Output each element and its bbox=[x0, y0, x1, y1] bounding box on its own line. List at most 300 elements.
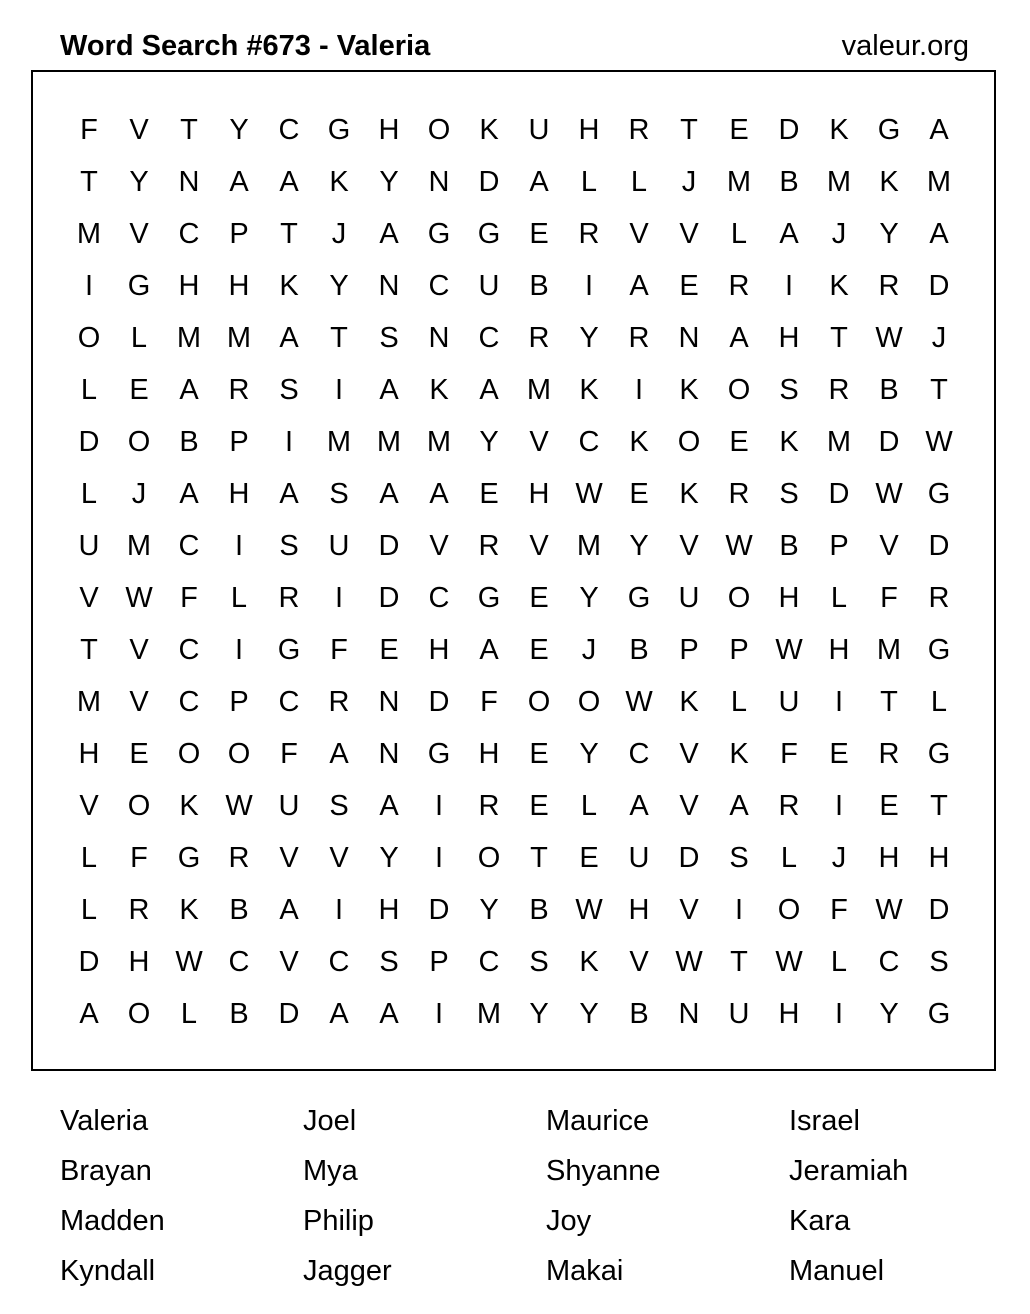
grid-letter: I bbox=[784, 270, 794, 302]
grid-letter: A bbox=[179, 478, 199, 510]
grid-letter: D bbox=[878, 426, 900, 458]
grid-letter: V bbox=[129, 114, 149, 146]
grid-letter: V bbox=[629, 218, 649, 250]
grid-letter: V bbox=[79, 790, 99, 822]
grid-letter: V bbox=[129, 634, 149, 666]
grid-letter: C bbox=[428, 270, 450, 302]
grid-letter: P bbox=[829, 530, 849, 562]
grid-letter: I bbox=[834, 790, 844, 822]
grid-letter: L bbox=[580, 166, 598, 198]
grid-letter: S bbox=[379, 322, 399, 354]
grid-letter: T bbox=[530, 842, 548, 874]
grid-letter: S bbox=[279, 374, 299, 406]
grid-letter: U bbox=[678, 582, 700, 614]
word-list-item: Madden bbox=[60, 1205, 165, 1237]
grid-letter: H bbox=[778, 322, 800, 354]
grid-letter: E bbox=[529, 218, 549, 250]
grid-letter: O bbox=[177, 738, 201, 770]
grid-letter: T bbox=[730, 946, 748, 978]
grid-letter: H bbox=[828, 634, 850, 666]
grid-letter: W bbox=[875, 894, 903, 926]
grid-letter: F bbox=[180, 582, 198, 614]
grid-letter: L bbox=[180, 998, 198, 1030]
grid-letter: M bbox=[726, 166, 752, 198]
grid-letter: A bbox=[279, 322, 299, 354]
grid-letter: R bbox=[478, 790, 500, 822]
grid-letter: L bbox=[80, 374, 98, 406]
grid-letter: F bbox=[130, 842, 148, 874]
grid-letter: E bbox=[129, 738, 149, 770]
grid-letter: W bbox=[625, 686, 653, 718]
grid-letter: T bbox=[80, 634, 98, 666]
grid-letter: B bbox=[179, 426, 199, 458]
grid-letter: A bbox=[379, 218, 399, 250]
grid-letter: R bbox=[728, 270, 750, 302]
grid-letter: P bbox=[679, 634, 699, 666]
grid-letter: J bbox=[931, 322, 947, 354]
word-list-item: Jagger bbox=[303, 1255, 392, 1287]
grid-letter: I bbox=[434, 998, 444, 1030]
grid-letter: R bbox=[228, 842, 250, 874]
grid-letter: U bbox=[628, 842, 650, 874]
grid-letter: R bbox=[728, 478, 750, 510]
grid-letter: K bbox=[679, 374, 699, 406]
grid-letter: U bbox=[528, 114, 550, 146]
grid-letter: E bbox=[729, 114, 749, 146]
grid-letter: H bbox=[778, 582, 800, 614]
grid-letter: J bbox=[331, 218, 347, 250]
grid-letter: H bbox=[478, 738, 500, 770]
grid-letter: R bbox=[928, 582, 950, 614]
grid-letter: G bbox=[177, 842, 201, 874]
grid-letter: J bbox=[831, 218, 847, 250]
grid-letter: K bbox=[829, 114, 849, 146]
grid-letter: V bbox=[529, 426, 549, 458]
grid-letter: G bbox=[327, 114, 351, 146]
grid-letter: H bbox=[178, 270, 200, 302]
grid-letter: L bbox=[130, 322, 148, 354]
grid-letter: R bbox=[778, 790, 800, 822]
grid-letter: L bbox=[230, 582, 248, 614]
grid-letter: N bbox=[428, 322, 450, 354]
grid-letter: B bbox=[779, 166, 799, 198]
grid-letter: O bbox=[727, 582, 751, 614]
grid-letter: T bbox=[180, 114, 198, 146]
grid-letter: L bbox=[830, 946, 848, 978]
grid-letter: W bbox=[775, 634, 803, 666]
word-list-item: Jeramiah bbox=[789, 1155, 909, 1187]
grid-letter: A bbox=[329, 738, 349, 770]
grid-letter: L bbox=[930, 686, 948, 718]
grid-letter: V bbox=[279, 842, 299, 874]
grid-letter: A bbox=[729, 322, 749, 354]
grid-letter: S bbox=[729, 842, 749, 874]
grid-letter: E bbox=[479, 478, 499, 510]
grid-letter: A bbox=[929, 218, 949, 250]
grid-letter: M bbox=[76, 686, 102, 718]
grid-letter: S bbox=[929, 946, 949, 978]
grid-letter: J bbox=[681, 166, 697, 198]
grid-letter: P bbox=[229, 426, 249, 458]
grid-letter: A bbox=[479, 634, 499, 666]
grid-letter: F bbox=[480, 686, 498, 718]
grid-letter: O bbox=[427, 114, 451, 146]
grid-letter: H bbox=[528, 478, 550, 510]
grid-letter: A bbox=[729, 790, 749, 822]
grid-letter: L bbox=[780, 842, 798, 874]
grid-letter: C bbox=[878, 946, 900, 978]
grid-letter: K bbox=[629, 426, 649, 458]
grid-letter: K bbox=[479, 114, 499, 146]
grid-letter: H bbox=[428, 634, 450, 666]
grid-letter: W bbox=[875, 478, 903, 510]
grid-letter: D bbox=[428, 686, 450, 718]
word-list-item: Brayan bbox=[60, 1155, 152, 1187]
grid-letter: T bbox=[830, 322, 848, 354]
grid-letter: F bbox=[280, 738, 298, 770]
word-list-item: Philip bbox=[303, 1205, 374, 1237]
grid-letter: R bbox=[228, 374, 250, 406]
grid-letter: L bbox=[580, 790, 598, 822]
grid-letter: L bbox=[80, 478, 98, 510]
grid-letter: O bbox=[127, 790, 151, 822]
grid-letter: W bbox=[175, 946, 203, 978]
grid-letter: C bbox=[478, 322, 500, 354]
puzzle-title: Word Search #673 - Valeria bbox=[60, 30, 431, 62]
grid-letter: A bbox=[929, 114, 949, 146]
grid-letter: B bbox=[529, 894, 549, 926]
grid-letter: B bbox=[529, 270, 549, 302]
grid-letter: D bbox=[778, 114, 800, 146]
grid-letter: H bbox=[628, 894, 650, 926]
grid-letter: Y bbox=[379, 166, 399, 198]
grid-letter: O bbox=[477, 842, 501, 874]
word-list-item: Joel bbox=[303, 1105, 357, 1137]
grid-letter: W bbox=[775, 946, 803, 978]
grid-letter: D bbox=[928, 894, 950, 926]
grid-letter: D bbox=[478, 166, 500, 198]
grid-letter: R bbox=[628, 322, 650, 354]
grid-letter: C bbox=[278, 686, 300, 718]
grid-letter: T bbox=[330, 322, 348, 354]
grid-letter: U bbox=[278, 790, 300, 822]
word-list-item: Kara bbox=[789, 1205, 851, 1237]
grid-letter: O bbox=[77, 322, 101, 354]
grid-letter: G bbox=[427, 738, 451, 770]
grid-letter: L bbox=[730, 218, 748, 250]
grid-letter: G bbox=[477, 218, 501, 250]
grid-letter: M bbox=[826, 166, 852, 198]
grid-letter: J bbox=[131, 478, 147, 510]
grid-letter: L bbox=[830, 582, 848, 614]
grid-letter: D bbox=[828, 478, 850, 510]
grid-letter: H bbox=[878, 842, 900, 874]
grid-letter: D bbox=[378, 582, 400, 614]
grid-letter: N bbox=[378, 686, 400, 718]
grid-letter: D bbox=[928, 530, 950, 562]
grid-letter: S bbox=[779, 478, 799, 510]
grid-letter: Y bbox=[379, 842, 399, 874]
grid-letter: C bbox=[278, 114, 300, 146]
letter-grid bbox=[64, 104, 964, 1040]
grid-letter: L bbox=[80, 842, 98, 874]
grid-letter: M bbox=[526, 374, 552, 406]
grid-letter: D bbox=[378, 530, 400, 562]
grid-letter: F bbox=[880, 582, 898, 614]
grid-letter: M bbox=[426, 426, 452, 458]
grid-letter: M bbox=[826, 426, 852, 458]
grid-letter: E bbox=[129, 374, 149, 406]
grid-letter: H bbox=[378, 894, 400, 926]
grid-letter: R bbox=[578, 218, 600, 250]
grid-letter: L bbox=[730, 686, 748, 718]
grid-letter: D bbox=[678, 842, 700, 874]
grid-letter: Y bbox=[529, 998, 549, 1030]
grid-letter: A bbox=[279, 478, 299, 510]
grid-letter: V bbox=[129, 686, 149, 718]
grid-letter: I bbox=[734, 894, 744, 926]
grid-letter: W bbox=[925, 426, 953, 458]
grid-letter: K bbox=[429, 374, 449, 406]
grid-letter: A bbox=[179, 374, 199, 406]
grid-letter: I bbox=[834, 686, 844, 718]
grid-letter: R bbox=[528, 322, 550, 354]
grid-letter: H bbox=[128, 946, 150, 978]
grid-letter: L bbox=[630, 166, 648, 198]
grid-letter: A bbox=[629, 270, 649, 302]
word-list-item: Maurice bbox=[546, 1105, 650, 1137]
grid-letter: Y bbox=[329, 270, 349, 302]
grid-letter: Y bbox=[879, 218, 899, 250]
grid-letter: I bbox=[84, 270, 94, 302]
grid-letter: M bbox=[576, 530, 602, 562]
grid-letter: V bbox=[529, 530, 549, 562]
word-list bbox=[60, 1096, 989, 1296]
grid-letter: M bbox=[326, 426, 352, 458]
grid-letter: O bbox=[227, 738, 251, 770]
grid-letter: K bbox=[779, 426, 799, 458]
grid-letter: Y bbox=[579, 998, 599, 1030]
grid-letter: S bbox=[379, 946, 399, 978]
grid-letter: C bbox=[478, 946, 500, 978]
grid-letter: K bbox=[579, 946, 599, 978]
grid-letter: B bbox=[879, 374, 899, 406]
grid-letter: E bbox=[379, 634, 399, 666]
grid-letter: K bbox=[279, 270, 299, 302]
grid-letter: W bbox=[675, 946, 703, 978]
grid-letter: E bbox=[679, 270, 699, 302]
grid-letter: O bbox=[527, 686, 551, 718]
grid-letter: G bbox=[927, 738, 951, 770]
grid-letter: M bbox=[76, 218, 102, 250]
grid-letter: N bbox=[678, 322, 700, 354]
grid-letter: M bbox=[176, 322, 202, 354]
grid-letter: M bbox=[376, 426, 402, 458]
grid-letter: I bbox=[434, 842, 444, 874]
grid-letter: W bbox=[125, 582, 153, 614]
grid-letter: D bbox=[928, 270, 950, 302]
grid-letter: W bbox=[875, 322, 903, 354]
grid-letter: V bbox=[679, 218, 699, 250]
grid-letter: G bbox=[927, 634, 951, 666]
grid-letter: A bbox=[529, 166, 549, 198]
grid-letter: E bbox=[879, 790, 899, 822]
grid-letter: B bbox=[629, 634, 649, 666]
grid-letter: V bbox=[679, 894, 699, 926]
grid-letter: H bbox=[928, 842, 950, 874]
grid-letter: H bbox=[378, 114, 400, 146]
grid-letter: V bbox=[329, 842, 349, 874]
grid-letter: A bbox=[429, 478, 449, 510]
word-list-item: Valeria bbox=[60, 1105, 149, 1137]
grid-letter: C bbox=[178, 634, 200, 666]
grid-letter: I bbox=[634, 374, 644, 406]
grid-letter: S bbox=[279, 530, 299, 562]
grid-letter: R bbox=[628, 114, 650, 146]
grid-letter: K bbox=[729, 738, 749, 770]
grid-letter: E bbox=[529, 738, 549, 770]
grid-letter: A bbox=[279, 894, 299, 926]
grid-letter: A bbox=[379, 478, 399, 510]
grid-letter: H bbox=[578, 114, 600, 146]
grid-letter: I bbox=[334, 374, 344, 406]
grid-letter: A bbox=[379, 790, 399, 822]
grid-letter: I bbox=[334, 582, 344, 614]
grid-letter: M bbox=[126, 530, 152, 562]
grid-letter: D bbox=[278, 998, 300, 1030]
grid-letter: E bbox=[579, 842, 599, 874]
grid-letter: R bbox=[828, 374, 850, 406]
grid-letter: C bbox=[178, 218, 200, 250]
grid-letter: N bbox=[378, 738, 400, 770]
grid-letter: V bbox=[629, 946, 649, 978]
grid-letter: N bbox=[378, 270, 400, 302]
grid-letter: I bbox=[284, 426, 294, 458]
grid-letter: U bbox=[78, 530, 100, 562]
grid-letter: S bbox=[329, 790, 349, 822]
grid-letter: K bbox=[679, 478, 699, 510]
grid-letter: T bbox=[880, 686, 898, 718]
grid-letter: I bbox=[234, 530, 244, 562]
grid-letter: E bbox=[529, 582, 549, 614]
grid-letter: T bbox=[280, 218, 298, 250]
grid-letter: C bbox=[328, 946, 350, 978]
grid-letter: W bbox=[575, 894, 603, 926]
word-list-item: Makai bbox=[546, 1255, 624, 1287]
word-list-item: Israel bbox=[789, 1105, 860, 1137]
grid-letter: Y bbox=[479, 426, 499, 458]
grid-letter: O bbox=[577, 686, 601, 718]
grid-letter: D bbox=[78, 426, 100, 458]
grid-letter: M bbox=[926, 166, 952, 198]
grid-letter: N bbox=[428, 166, 450, 198]
grid-letter: V bbox=[679, 530, 699, 562]
grid-letter: S bbox=[529, 946, 549, 978]
grid-letter: A bbox=[629, 790, 649, 822]
grid-letter: C bbox=[178, 530, 200, 562]
grid-letter: V bbox=[879, 530, 899, 562]
grid-letter: K bbox=[179, 790, 199, 822]
grid-letter: T bbox=[680, 114, 698, 146]
word-list-item: Shyanne bbox=[546, 1155, 661, 1187]
grid-letter: G bbox=[877, 114, 901, 146]
grid-letter: F bbox=[80, 114, 98, 146]
grid-letter: A bbox=[329, 998, 349, 1030]
word-list-item: Mya bbox=[303, 1155, 358, 1187]
grid-letter: S bbox=[779, 374, 799, 406]
grid-letter: H bbox=[228, 478, 250, 510]
grid-letter: Y bbox=[629, 530, 649, 562]
grid-letter: C bbox=[428, 582, 450, 614]
grid-letter: R bbox=[328, 686, 350, 718]
grid-letter: V bbox=[429, 530, 449, 562]
grid-letter: A bbox=[479, 374, 499, 406]
grid-letter: K bbox=[829, 270, 849, 302]
grid-letter: M bbox=[476, 998, 502, 1030]
grid-letter: G bbox=[927, 998, 951, 1030]
grid-letter: C bbox=[178, 686, 200, 718]
grid-letter: T bbox=[80, 166, 98, 198]
grid-letter: K bbox=[879, 166, 899, 198]
grid-letter: W bbox=[725, 530, 753, 562]
grid-letter: O bbox=[127, 998, 151, 1030]
grid-letter: Y bbox=[879, 998, 899, 1030]
grid-letter: R bbox=[878, 270, 900, 302]
grid-letter: J bbox=[581, 634, 597, 666]
grid-letter: E bbox=[729, 426, 749, 458]
grid-letter: A bbox=[279, 166, 299, 198]
grid-letter: I bbox=[584, 270, 594, 302]
grid-letter: P bbox=[429, 946, 449, 978]
grid-letter: H bbox=[778, 998, 800, 1030]
word-list-item: Joy bbox=[546, 1205, 592, 1237]
grid-letter: D bbox=[428, 894, 450, 926]
word-list-item: Kyndall bbox=[60, 1255, 156, 1287]
grid-letter: O bbox=[127, 426, 151, 458]
grid-letter: R bbox=[878, 738, 900, 770]
grid-letter: E bbox=[629, 478, 649, 510]
grid-letter: U bbox=[778, 686, 800, 718]
grid-letter: C bbox=[228, 946, 250, 978]
grid-letter: K bbox=[679, 686, 699, 718]
grid-letter: P bbox=[729, 634, 749, 666]
grid-letter: W bbox=[225, 790, 253, 822]
grid-letter: G bbox=[927, 478, 951, 510]
grid-letter: V bbox=[679, 738, 699, 770]
grid-letter: F bbox=[830, 894, 848, 926]
grid-letter: A bbox=[229, 166, 249, 198]
grid-letter: G bbox=[627, 582, 651, 614]
grid-letter: T bbox=[930, 790, 948, 822]
grid-letter: E bbox=[529, 790, 549, 822]
grid-letter: B bbox=[229, 998, 249, 1030]
grid-letter: C bbox=[578, 426, 600, 458]
grid-letter: U bbox=[478, 270, 500, 302]
grid-letter: F bbox=[780, 738, 798, 770]
grid-letter: G bbox=[277, 634, 301, 666]
word-list-item: Manuel bbox=[789, 1255, 885, 1287]
grid-letter: U bbox=[328, 530, 350, 562]
grid-letter: H bbox=[228, 270, 250, 302]
grid-letter: S bbox=[329, 478, 349, 510]
grid-letter: Y bbox=[229, 114, 249, 146]
site-name: valeur.org bbox=[841, 30, 969, 62]
grid-letter: D bbox=[78, 946, 100, 978]
grid-letter: E bbox=[829, 738, 849, 770]
grid-letter: Y bbox=[479, 894, 499, 926]
grid-letter: O bbox=[677, 426, 701, 458]
grid-letter: O bbox=[777, 894, 801, 926]
